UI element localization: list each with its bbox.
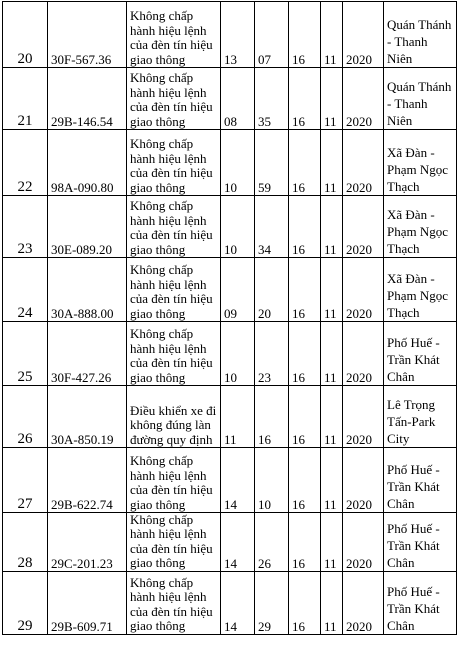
table-row xyxy=(3,196,457,258)
table-row xyxy=(3,386,457,448)
row-number: 22 xyxy=(3,130,48,196)
violation-description: Không chấp hành hiệu lệnh của đèn tín hiệu giao thông xyxy=(127,2,221,68)
month-cell: 11 xyxy=(321,2,343,68)
hour-cell: 10 xyxy=(221,322,255,386)
row-number: 29 xyxy=(3,571,48,634)
violation-description: Không chấp hành hiệu lệnh của đèn tín hiệu giao thông xyxy=(127,258,221,322)
plate-number: 29B-622.74 xyxy=(48,448,127,513)
month-cell: 11 xyxy=(321,130,343,196)
violation-description: Không chấp hành hiệu lệnh của đèn tín hiệu giao thông xyxy=(127,513,221,572)
year-cell: 2020 xyxy=(343,196,384,258)
hour-cell: 14 xyxy=(221,448,255,513)
row-number: 28 xyxy=(3,513,48,572)
plate-number: 30A-850.19 xyxy=(48,386,127,448)
hour-cell: 10 xyxy=(221,196,255,258)
row-number: 25 xyxy=(3,322,48,386)
violation-description: Không chấp hành hiệu lệnh của đèn tín hiệu giao thông xyxy=(127,68,221,130)
month-cell: 11 xyxy=(321,448,343,513)
year-cell: 2020 xyxy=(343,258,384,322)
location-cell: Phố Huế - Trần Khát Chân xyxy=(384,513,457,572)
day-cell: 16 xyxy=(289,322,321,386)
violation-description: Không chấp hành hiệu lệnh của đèn tín hiệu giao thông xyxy=(127,571,221,634)
day-cell: 16 xyxy=(289,448,321,513)
year-cell: 2020 xyxy=(343,448,384,513)
hour-cell: 13 xyxy=(221,2,255,68)
minute-cell: 07 xyxy=(255,2,289,68)
table-row xyxy=(3,448,457,513)
row-number: 23 xyxy=(3,196,48,258)
minute-cell: 26 xyxy=(255,513,289,572)
violations-table xyxy=(2,1,457,635)
year-cell: 2020 xyxy=(343,386,384,448)
hour-cell: 08 xyxy=(221,68,255,130)
violation-description: Không chấp hành hiệu lệnh của đèn tín hiệu giao thông xyxy=(127,448,221,513)
plate-number: 98A-090.80 xyxy=(48,130,127,196)
table-row xyxy=(3,68,457,130)
day-cell: 16 xyxy=(289,196,321,258)
hour-cell: 14 xyxy=(221,513,255,572)
hour-cell: 11 xyxy=(221,386,255,448)
day-cell: 16 xyxy=(289,68,321,130)
violation-description: Điều khiển xe đi không đúng làn đường quy định xyxy=(127,386,221,448)
hour-cell: 09 xyxy=(221,258,255,322)
violation-description: Không chấp hành hiệu lệnh của đèn tín hiệu giao thông xyxy=(127,322,221,386)
year-cell: 2020 xyxy=(343,571,384,634)
month-cell: 11 xyxy=(321,196,343,258)
minute-cell: 34 xyxy=(255,196,289,258)
plate-number: 30F-427.26 xyxy=(48,322,127,386)
table-row xyxy=(3,322,457,386)
location-cell: Xã Đàn - Phạm Ngọc Thạch xyxy=(384,258,457,322)
day-cell: 16 xyxy=(289,513,321,572)
year-cell: 2020 xyxy=(343,322,384,386)
location-cell: Quán Thánh - Thanh Niên xyxy=(384,2,457,68)
minute-cell: 20 xyxy=(255,258,289,322)
location-cell: Xã Đàn - Phạm Ngọc Thạch xyxy=(384,130,457,196)
hour-cell: 10 xyxy=(221,130,255,196)
minute-cell: 59 xyxy=(255,130,289,196)
table-row xyxy=(3,130,457,196)
table-row xyxy=(3,2,457,68)
month-cell: 11 xyxy=(321,571,343,634)
row-number: 20 xyxy=(3,2,48,68)
hour-cell: 14 xyxy=(221,571,255,634)
minute-cell: 29 xyxy=(255,571,289,634)
minute-cell: 16 xyxy=(255,386,289,448)
location-cell: Phố Huế - Trần Khát Chân xyxy=(384,571,457,634)
location-cell: Quán Thánh - Thanh Niên xyxy=(384,68,457,130)
row-number: 26 xyxy=(3,386,48,448)
month-cell: 11 xyxy=(321,258,343,322)
year-cell: 2020 xyxy=(343,2,384,68)
day-cell: 16 xyxy=(289,386,321,448)
row-number: 21 xyxy=(3,68,48,130)
location-cell: Lê Trọng Tấn-Park City xyxy=(384,386,457,448)
plate-number: 29B-609.71 xyxy=(48,571,127,634)
minute-cell: 23 xyxy=(255,322,289,386)
row-number: 24 xyxy=(3,258,48,322)
minute-cell: 10 xyxy=(255,448,289,513)
plate-number: 29C-201.23 xyxy=(48,513,127,572)
year-cell: 2020 xyxy=(343,513,384,572)
year-cell: 2020 xyxy=(343,68,384,130)
row-number: 27 xyxy=(3,448,48,513)
day-cell: 16 xyxy=(289,258,321,322)
table-row xyxy=(3,513,457,572)
year-cell: 2020 xyxy=(343,130,384,196)
month-cell: 11 xyxy=(321,386,343,448)
month-cell: 11 xyxy=(321,513,343,572)
location-cell: Phố Huế - Trần Khát Chân xyxy=(384,448,457,513)
minute-cell: 35 xyxy=(255,68,289,130)
plate-number: 30A-888.00 xyxy=(48,258,127,322)
location-cell: Phố Huế - Trần Khát Chân xyxy=(384,322,457,386)
table-row xyxy=(3,258,457,322)
day-cell: 16 xyxy=(289,130,321,196)
violation-description: Không chấp hành hiệu lệnh của đèn tín hiệu giao thông xyxy=(127,130,221,196)
day-cell: 16 xyxy=(289,571,321,634)
violation-description: Không chấp hành hiệu lệnh của đèn tín hiệu giao thông xyxy=(127,196,221,258)
day-cell: 16 xyxy=(289,2,321,68)
location-cell: Xã Đàn - Phạm Ngọc Thạch xyxy=(384,196,457,258)
plate-number: 29B-146.54 xyxy=(48,68,127,130)
month-cell: 11 xyxy=(321,68,343,130)
table-row xyxy=(3,571,457,634)
month-cell: 11 xyxy=(321,322,343,386)
plate-number: 30E-089.20 xyxy=(48,196,127,258)
plate-number: 30F-567.36 xyxy=(48,2,127,68)
